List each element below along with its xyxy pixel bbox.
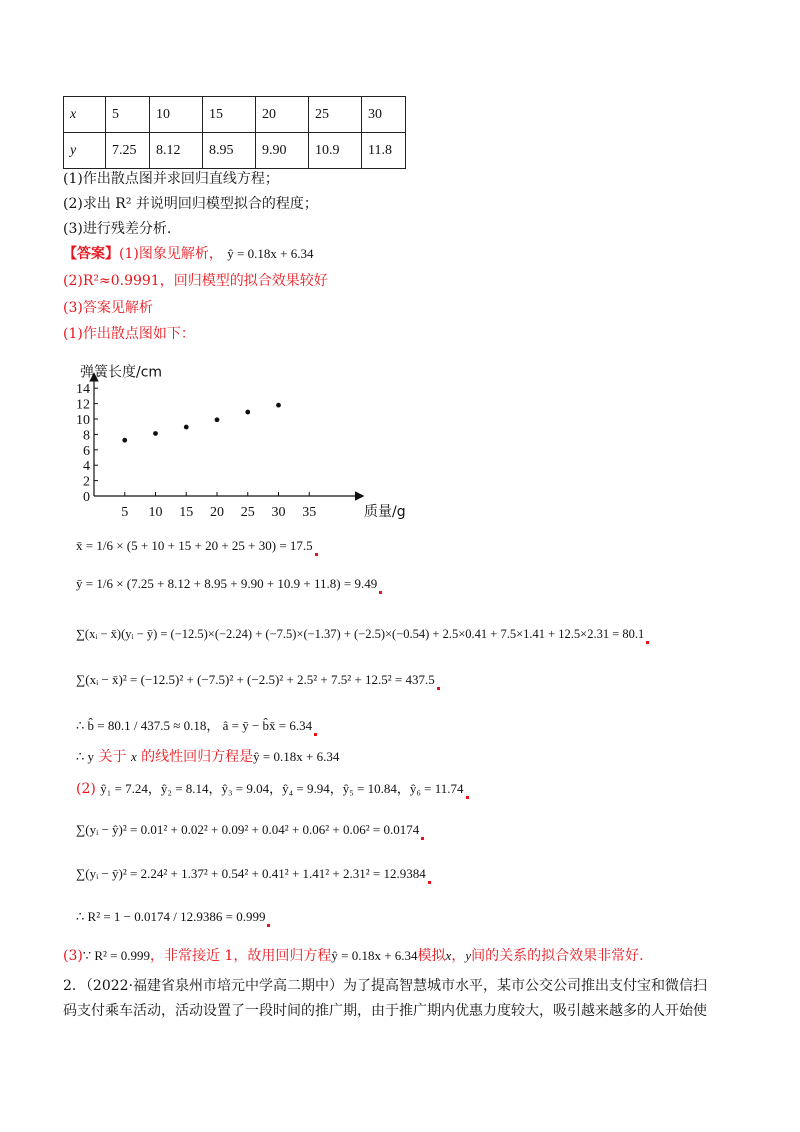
scatter-chart: [60, 350, 406, 520]
answer-line-4: (1)作出散点图如下：: [63, 326, 195, 342]
rss-formula: ∑(yᵢ − ŷ)² = 0.01² + 0.02² + 0.09² + 0.04² + 0.06² + 0.06² = 0.0174: [76, 822, 420, 837]
sxy-line: [76, 624, 649, 644]
y-axis-label: 弹簧长度/cm: [80, 364, 163, 381]
x-tick-label: 5: [121, 505, 129, 520]
scatter-point: [184, 425, 189, 430]
answer-part1: (1)图象见解析，: [119, 246, 223, 262]
answer-formula: ŷ = 0.18x + 6.34: [227, 246, 314, 261]
conclusion-text: 关于: [98, 749, 127, 765]
p3-formula2: ŷ = 0.18x + 6.34: [331, 948, 418, 963]
p3-label: (3): [63, 948, 83, 964]
table-cell: 7.25: [106, 133, 150, 169]
next-problem-line-1: 2．（2022·福建省泉州市培元中学高二期中）为了提高智慧城市水平，某市公交公司推出支付宝和微信扫: [63, 978, 707, 994]
table-cell: 5: [106, 97, 150, 133]
answer-tag: 【答案】: [63, 246, 119, 262]
p3-text3: ，: [451, 948, 466, 964]
y-tick-label: 4: [83, 459, 90, 475]
ybar-line: [76, 574, 382, 594]
x-tick-label: 20: [210, 505, 224, 520]
y-tick-label: 10: [76, 413, 90, 428]
xbar-line: [76, 536, 318, 556]
p3-line: [63, 946, 644, 966]
y-tick-label: 2: [83, 474, 90, 490]
table-cell: 8.12: [150, 133, 203, 169]
p3-text2: 模拟: [417, 948, 446, 964]
xbar-formula: x̄ = 1/6 × (5 + 10 + 15 + 20 + 25 + 30) = 17.5: [76, 538, 313, 553]
scatter-point: [276, 403, 281, 408]
r2-line: [76, 907, 270, 927]
answer-line-1: [63, 244, 313, 264]
table-cell: 25: [309, 97, 362, 133]
conclusion-text2: 的线性回归方程是: [141, 749, 254, 765]
scatter-point: [153, 431, 158, 436]
table-row: [64, 97, 406, 133]
x-tick-label: 10: [148, 505, 163, 520]
scatter-point: [122, 438, 127, 443]
answer-line-2: (2)R²≈0.9991，回归模型的拟合效果较好: [63, 273, 328, 289]
y-tick-label: 0: [83, 490, 90, 505]
question-2: (2)求出 R² 并说明回归模型拟合的程度；: [63, 196, 318, 212]
y-tick-label: 12: [76, 397, 90, 413]
y-tick-label: 14: [76, 382, 90, 398]
question-1: (1)作出散点图并求回归直线方程；: [63, 171, 279, 187]
p2-preds: ŷ₁ = 7.24，ŷ₂ = 8.14，ŷ₃ = 9.04，ŷ₄ = 9.94，ŷ₅ = 10.84，ŷ₆ = 11.74: [100, 781, 464, 796]
x-tick-label: 30: [271, 505, 286, 520]
next-problem-line-2: 码支付乘车活动，活动设置了一段时间的推广期，由于推广期内优惠力度较大，吸引越来越多的人开始使: [63, 1003, 707, 1019]
x-tick-label: 25: [240, 505, 255, 520]
tss-formula: ∑(yᵢ − ȳ)² = 2.24² + 1.37² + 0.54² + 0.41² + 1.41² + 2.31² = 12.9384: [76, 866, 426, 881]
answer-line-3: (3)答案见解析: [63, 300, 153, 316]
table-cell: 15: [203, 97, 256, 133]
scatter-point: [215, 417, 220, 422]
data-table: [63, 96, 406, 169]
sxx-line: [76, 670, 440, 690]
conclusion-x: x: [130, 749, 137, 764]
table-row-header: y: [64, 133, 106, 169]
table-cell: 10.9: [309, 133, 362, 169]
scatter-point: [245, 410, 250, 415]
conclusion-line: [76, 747, 339, 767]
p3-formula: ∵ R² = 0.999: [82, 948, 151, 963]
y-tick-label: 6: [83, 443, 90, 459]
p2-line: [76, 779, 469, 799]
p3-text4: 间的关系的拟合效果非常好.: [471, 948, 644, 964]
rss-line: [76, 820, 424, 840]
r2-formula: ∴ R² = 1 − 0.0174 / 12.9386 = 0.999: [76, 909, 266, 924]
x-tick-label: 35: [302, 505, 317, 520]
table-cell: 9.90: [256, 133, 309, 169]
table-row-header: x: [64, 97, 106, 133]
p3-y: y: [465, 948, 472, 963]
question-3: (3)进行残差分析.: [63, 221, 172, 237]
ybar-formula: ȳ = 1/6 × (7.25 + 8.12 + 8.95 + 9.90 + 10.9 + 11.8) = 9.49: [76, 576, 378, 591]
table-row: [64, 133, 406, 169]
x-axis-label: 质量/g: [364, 504, 406, 520]
tss-line: [76, 864, 431, 884]
table-cell: 8.95: [203, 133, 256, 169]
table-cell: 11.8: [362, 133, 406, 169]
b-hat-formula: ∴ b̂ = 80.1 / 437.5 ≈ 0.18，: [76, 718, 220, 733]
table-cell: 30: [362, 97, 406, 133]
conclusion-formula: ŷ = 0.18x + 6.34: [253, 749, 340, 764]
x-tick-label: 15: [179, 505, 194, 520]
table-cell: 10: [150, 97, 203, 133]
sxy-formula: ∑(xᵢ − x̄)(yᵢ − ȳ) = (−12.5)×(−2.24) + (−7.5)×(−1.37) + (−2.5)×(−0.54) + 2.5×0.41 + 7.5×1.41 + 12.5×2.31 = 80.1: [76, 627, 645, 641]
coef-line: [76, 716, 317, 736]
p3-text: ，非常接近 1，故用回归方程: [150, 948, 332, 964]
conclusion-prefix: ∴ y: [76, 749, 95, 764]
p3-x: x: [445, 948, 452, 963]
table-cell: 20: [256, 97, 309, 133]
sxx-formula: ∑(xᵢ − x̄)² = (−12.5)² + (−7.5)² + (−2.5)² + 2.5² + 7.5² + 12.5² = 437.5: [76, 672, 435, 687]
y-tick-label: 8: [83, 428, 90, 444]
a-hat-formula: â = ȳ − b̂x̄ = 6.34: [222, 718, 313, 733]
p2-label: (2): [76, 781, 96, 797]
